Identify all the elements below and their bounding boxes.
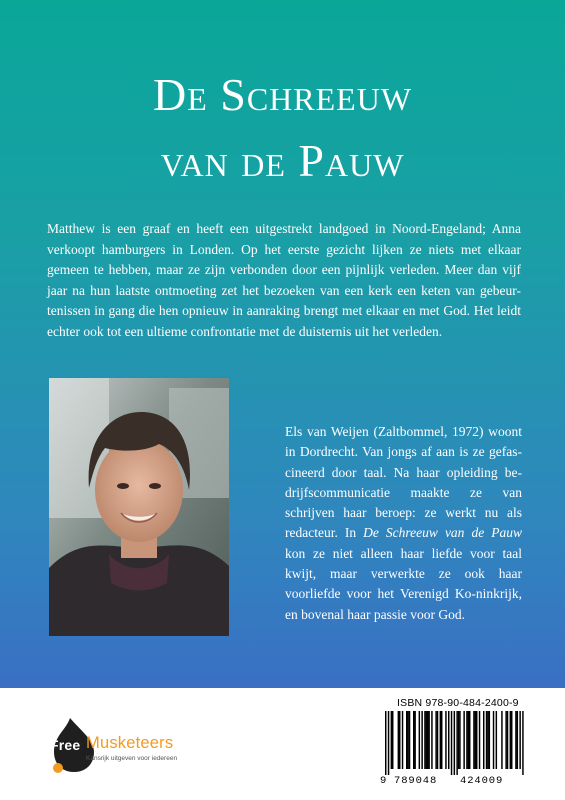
barcode-bar: [454, 711, 455, 775]
barcode-bar: [468, 711, 469, 769]
barcode-bar: [487, 711, 488, 769]
barcode-bar: [431, 711, 432, 769]
barcode-bar: [402, 711, 403, 769]
barcode-bar: [469, 711, 470, 769]
barcode-bar: [522, 711, 523, 775]
barcode-bar: [456, 711, 457, 775]
barcode-bar: [413, 711, 414, 769]
barcode-bar: [388, 711, 389, 775]
barcode-bar: [414, 711, 415, 769]
barcode-bar: [515, 711, 516, 769]
barcode-bar: [428, 711, 429, 769]
barcode-digits-left: 789048: [394, 775, 438, 787]
barcode-bar: [483, 711, 484, 769]
barcode-bar: [419, 711, 420, 769]
barcode-bar: [475, 711, 476, 769]
barcode-bar: [519, 711, 520, 769]
author-bio-book-title: De Schreeuw van de Pauw: [363, 525, 522, 541]
barcode: [385, 711, 525, 775]
barcode-bar: [426, 711, 427, 769]
barcode-bar: [486, 711, 487, 769]
barcode-bar: [409, 711, 410, 769]
barcode-bar: [406, 711, 407, 769]
barcode-bar: [510, 711, 511, 769]
barcode-bar: [391, 711, 392, 769]
barcode-bar: [445, 711, 446, 769]
barcode-bar: [398, 711, 399, 769]
isbn-label: ISBN 978-90-484-2400-9: [397, 697, 519, 709]
barcode-bar: [505, 711, 506, 769]
publisher-free: Free: [50, 737, 81, 753]
barcode-bar: [496, 711, 497, 769]
barcode-bar: [451, 711, 452, 775]
barcode-bar: [511, 711, 512, 769]
barcode-bar: [421, 711, 422, 769]
barcode-bar: [493, 711, 494, 769]
publisher-tagline: Kansrijk uitgeven voor iedereen: [86, 755, 178, 762]
author-bio-part-1: Els van Weijen (Zaltbommel, 1972) woont in Dordrecht. Van jongs af aan is ze gefas-cineerd door taal. Na haar opleiding be-drijfscommunicatie maakte ze van schrijven haar beroep: ze werkt nu als redacteur. In: [285, 424, 522, 541]
barcode-bar: [479, 711, 480, 769]
barcode-bar: [489, 711, 490, 769]
blurb-text: Matthew is een graaf en heeft een uitgestrekt landgoed in Noord-Engeland; Anna verkoopt hamburgers in Londen. Op het eerste gezicht lijken ze niets met elkaar gemeen te hebben, maar ze zijn verbonden door een pijnlijk verleden. Meer dan vijf jaar na hun laatste ontmoeting zet het bezoeken van een kerk een keten van gebeur-tenissen in gang die hen opnieuw in aanraking brengt met elkaar en met God. Het leidt echter ook tot een ultieme confrontatie met de duisternis uit het verleden.: [47, 221, 521, 339]
author-bio-part-2: kon ze niet alleen haar liefde voor taal kwijt, maar verwerkte ze ook haar voorliefde voor het Verenigd Ko-ninkrijk, en bovenal haar passie voor God.: [285, 545, 522, 622]
book-title: [0, 62, 565, 194]
author-portrait-illustration: [49, 378, 229, 636]
barcode-bar: [517, 711, 518, 769]
barcode-bar: [407, 711, 408, 769]
barcode-bar: [476, 711, 477, 769]
barcode-bar: [459, 711, 460, 769]
barcode-bar: [458, 711, 459, 769]
barcode-bar: [441, 711, 442, 769]
barcode-bar: [385, 711, 386, 775]
barcode-digit-first: 9: [380, 775, 388, 787]
barcode-bar: [448, 711, 449, 769]
book-title-line-2: van de Pauw: [160, 135, 405, 186]
barcode-bar: [424, 711, 425, 769]
barcode-bar: [437, 711, 438, 769]
barcode-bar: [399, 711, 400, 769]
barcode-bar: [501, 711, 502, 769]
publisher-musketeers: Musketeers: [86, 734, 174, 752]
author-portrait: [49, 378, 229, 636]
barcode-digits-right: 424009: [460, 775, 504, 787]
barcode-bar: [440, 711, 441, 769]
book-title-line-1: De Schreeuw: [152, 69, 413, 120]
barcode-bar: [473, 711, 474, 769]
barcode-bar: [463, 711, 464, 769]
barcode-bar: [392, 711, 393, 769]
barcode-bar: [466, 711, 467, 769]
author-bio: [285, 422, 522, 625]
barcode-bar: [507, 711, 508, 769]
barcode-bar: [427, 711, 428, 769]
barcode-bar: [435, 711, 436, 769]
